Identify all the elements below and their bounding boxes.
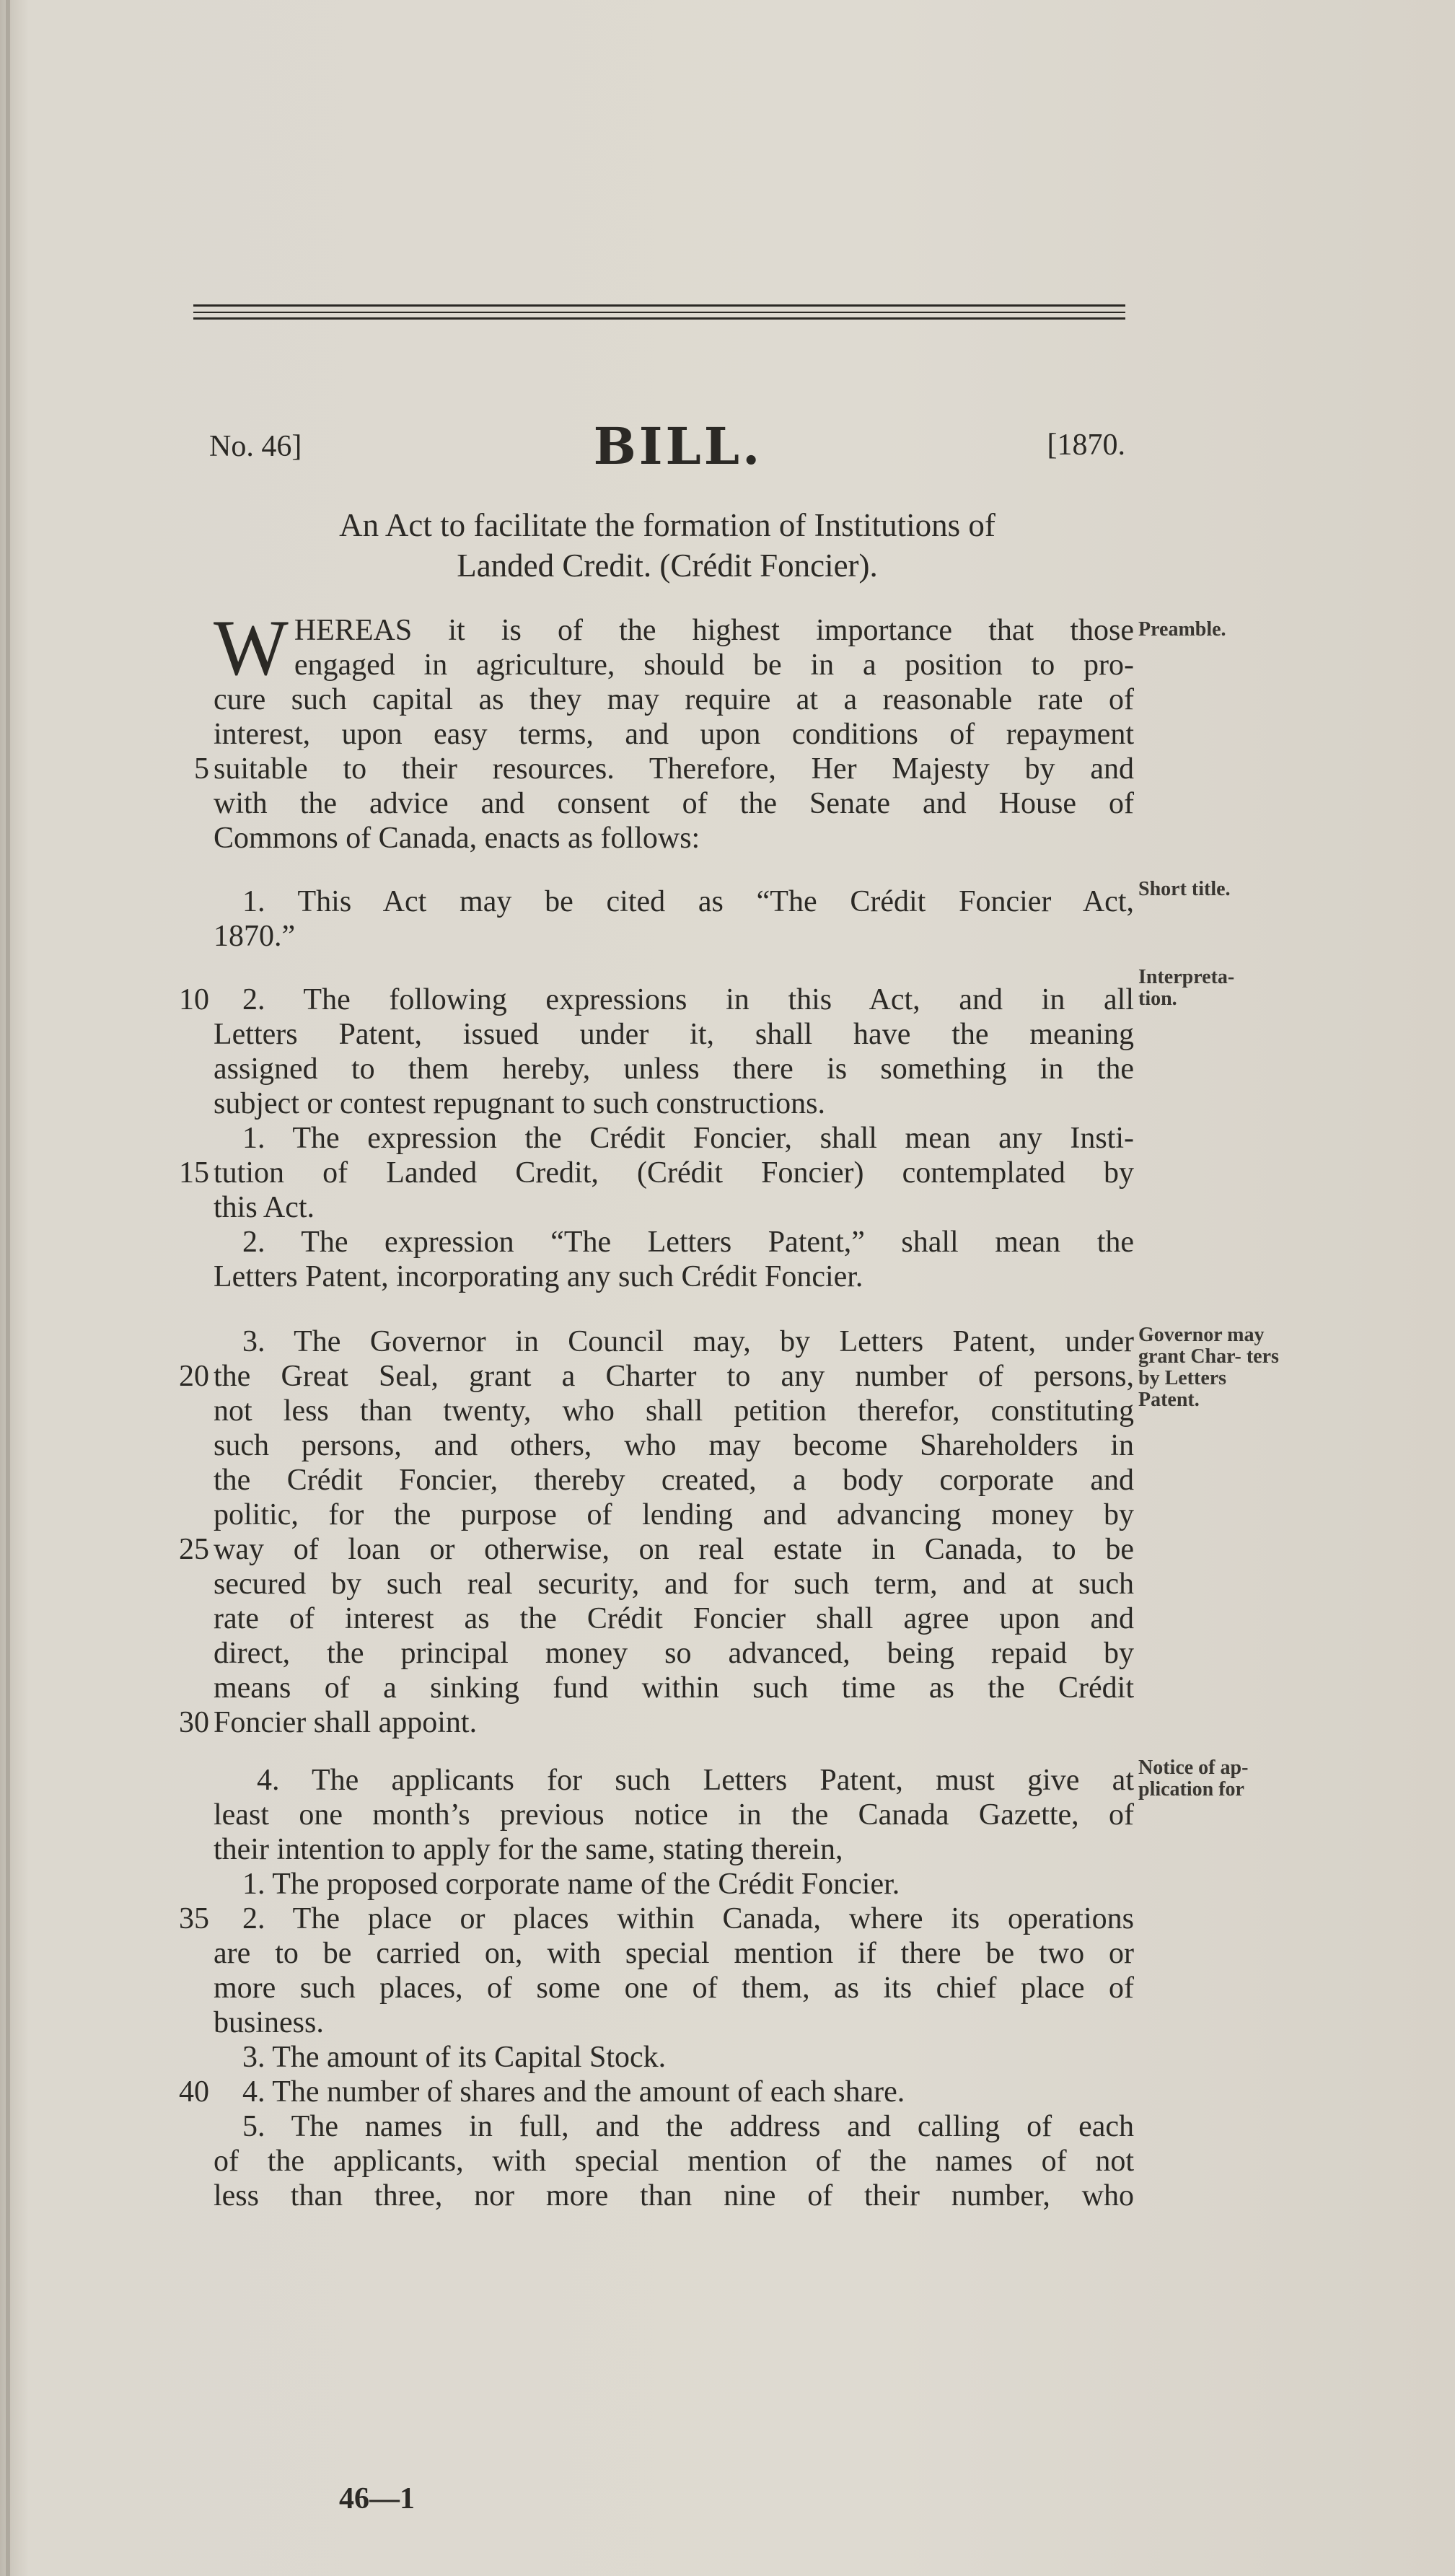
preamble	[214, 604, 1134, 856]
section-4	[214, 1763, 1134, 2213]
section-3-line: rate of interest as the Crédit Foncier shall agree upon and	[214, 1602, 1134, 1635]
preamble-line: engaged in agriculture, should be in a position to pro-	[294, 649, 1134, 682]
section-3-line: not less than twenty, who shall petition therefor, constituting	[214, 1394, 1134, 1428]
section-4-line: 4. The applicants for such Letters Patent, must give at	[257, 1764, 1134, 1797]
margin-note-interpretation: Interpreta- tion.	[1138, 966, 1235, 1010]
section-3-line: 3. The Governor in Council may, by Letters Patent, under	[242, 1325, 1134, 1358]
section-4-line: 5. The names in full, and the address and calling of each	[242, 2110, 1134, 2143]
section-3-line: secured by such real security, and for such term, and at such	[214, 1568, 1134, 1601]
line-number: 40	[179, 2075, 209, 2109]
section-1	[214, 884, 1134, 954]
line-number: 10	[179, 983, 209, 1016]
bill-title: BILL.	[593, 416, 763, 476]
section-3-line: the Great Seal, grant a Charter to any number of persons,	[214, 1360, 1134, 1393]
section-2-line: 2. The expression “The Letters Patent,” shall mean the	[242, 1226, 1134, 1259]
bill-year: [1870.	[1047, 428, 1125, 462]
section-2-line: this Act.	[214, 1191, 315, 1224]
section-3-line: politic, for the purpose of lending and advancing money by	[214, 1498, 1134, 1531]
preamble-line: cure such capital as they may require at a reasonable rate of	[214, 683, 1134, 716]
section-3-line: direct, the principal money so advanced, being repaid by	[214, 1637, 1134, 1670]
section-2	[214, 983, 1134, 1294]
section-3-line: the Crédit Foncier, thereby created, a body corporate and	[214, 1464, 1134, 1497]
section-4-line: their intention to apply for the same, stating therein,	[214, 1833, 843, 1866]
line-number: 20	[179, 1360, 209, 1393]
preamble-line: interest, upon easy terms, and upon conditions of repayment	[214, 718, 1134, 751]
section-2-line: 1. The expression the Crédit Foncier, shall mean any Insti-	[242, 1122, 1134, 1155]
section-4-line: business.	[214, 2006, 324, 2039]
line-number: 25	[179, 1533, 209, 1566]
act-title-line-1: An Act to facilitate the formation of Institutions of	[339, 507, 995, 543]
section-4-line: least one month’s previous notice in the Canada Gazette, of	[214, 1798, 1134, 1832]
act-title-line-2: Landed Credit. (Crédit Foncier).	[457, 548, 878, 584]
section-1-line: 1. This Act may be cited as “The Crédit Foncier Act,	[242, 885, 1134, 918]
section-4-line: more such places, of some one of them, as its chief place of	[214, 1971, 1134, 2005]
section-3-line: Foncier shall appoint.	[214, 1706, 478, 1739]
margin-note-governor: Governor may grant Char- ters by Letters Patent.	[1138, 1324, 1279, 1411]
preamble-line: HEREAS it is of the highest importance that those	[294, 614, 1134, 647]
section-2-line: subject or contest repugnant to such constructions.	[214, 1087, 825, 1120]
section-4-line: 3. The amount of its Capital Stock.	[242, 2041, 667, 2074]
line-number: 5	[194, 752, 209, 786]
section-4-line: less than three, nor more than nine of their number, who	[214, 2179, 1134, 2212]
line-number: 30	[179, 1706, 209, 1739]
preamble-dropcap: W	[214, 604, 289, 692]
section-2-line: 2. The following expressions in this Act, and in all	[242, 983, 1134, 1016]
section-3	[214, 1324, 1134, 1740]
page-signature: 46—1	[339, 2482, 415, 2515]
margin-note-notice: Notice of ap- plication for	[1138, 1757, 1249, 1801]
margin-note-short-title: Short title.	[1138, 878, 1231, 900]
preamble-line: with the advice and consent of the Senate and House of	[214, 787, 1134, 820]
section-2-line: Letters Patent, incorporating any such Crédit Foncier.	[214, 1260, 863, 1293]
preamble-line: suitable to their resources. Therefore, Her Majesty by and	[214, 752, 1134, 786]
top-rule-thick	[193, 304, 1125, 307]
section-4-line: 1. The proposed corporate name of the Crédit Foncier.	[242, 1868, 900, 1901]
bill-number: No. 46]	[209, 430, 302, 463]
section-4-line: 4. The number of shares and the amount of each share.	[242, 2075, 905, 2109]
top-rule-thin	[193, 312, 1125, 313]
section-4-line: 2. The place or places within Canada, where its operations	[242, 1902, 1134, 1935]
preamble-line: Commons of Canada, enacts as follows:	[214, 822, 700, 855]
margin-note-preamble: Preamble.	[1138, 618, 1226, 641]
section-2-line: Letters Patent, issued under it, shall have the meaning	[214, 1018, 1134, 1051]
act-title	[209, 505, 1125, 586]
line-number: 15	[179, 1156, 209, 1190]
binding-edge	[6, 0, 10, 2576]
section-3-line: way of loan or otherwise, on real estate in Canada, to be	[214, 1533, 1134, 1566]
section-2-line: assigned to them hereby, unless there is something in the	[214, 1052, 1134, 1086]
top-rule-lower	[193, 317, 1125, 320]
section-3-line: such persons, and others, who may become Shareholders in	[214, 1429, 1134, 1462]
section-4-line: of the applicants, with special mention of the names of not	[214, 2145, 1134, 2178]
section-4-line: are to be carried on, with special mention if there be two or	[214, 1937, 1134, 1970]
section-2-line: tution of Landed Credit, (Crédit Foncier) contemplated by	[214, 1156, 1134, 1190]
line-number: 35	[179, 1902, 209, 1935]
section-3-line: means of a sinking fund within such time as the Crédit	[214, 1671, 1134, 1705]
bill-header	[209, 416, 1133, 480]
section-1-line: 1870.”	[214, 920, 296, 953]
